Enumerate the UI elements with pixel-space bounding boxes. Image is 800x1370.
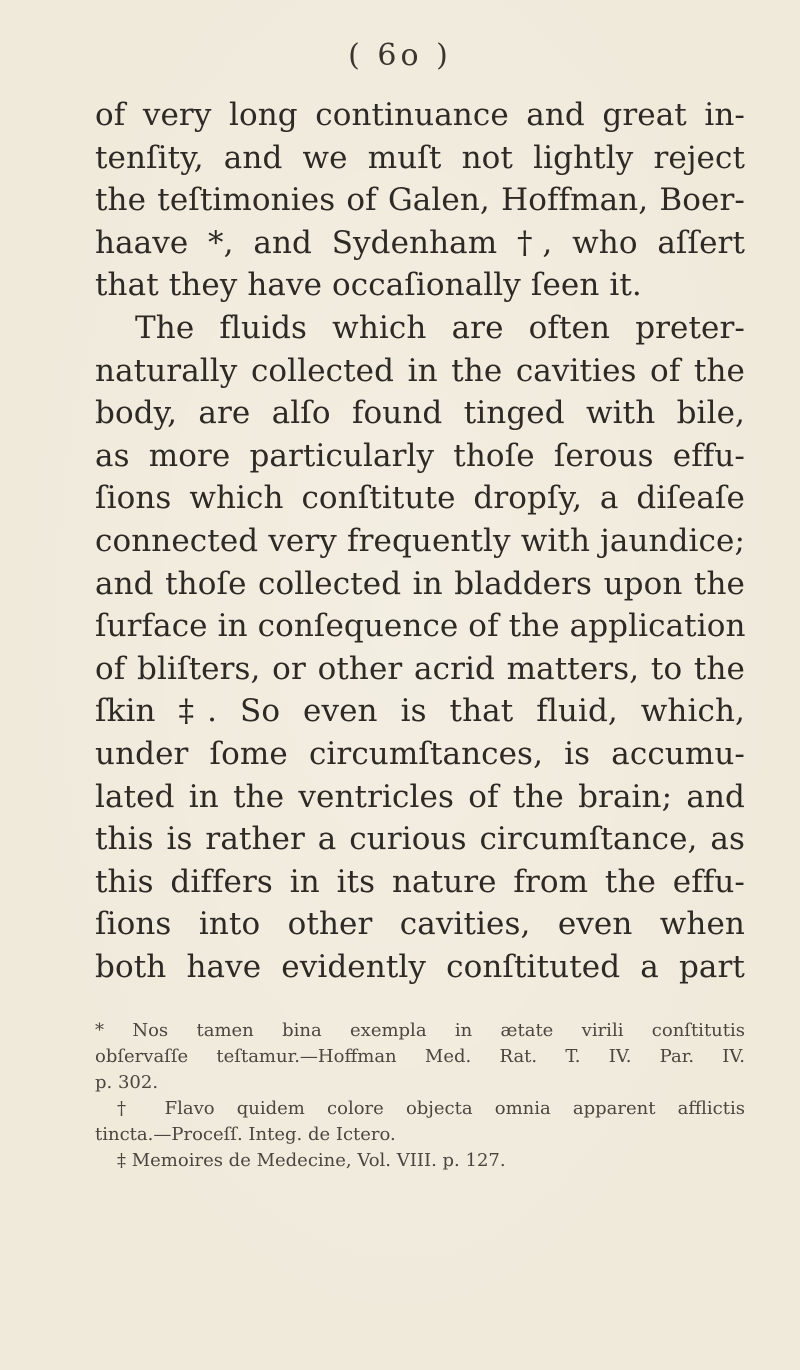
text-line: this differs in its nature from the effu- (95, 863, 745, 900)
text-line: tenſity, and we muſt not lightly reject (95, 139, 745, 176)
text-line: both have evidently conſtituted a part (95, 948, 745, 985)
text-line: under ſome circumſtances, is accumu- (95, 735, 745, 772)
footnote-line: p. 302. (95, 1072, 159, 1093)
text-line: as more particularly thoſe ſerous effu- (95, 437, 745, 474)
text-line: this is rather a curious circumſtance, as (95, 821, 745, 858)
text-line: lated in the ventricles of the brain; and (95, 778, 745, 815)
text-line: ſurface in conſequence of the application (95, 608, 746, 645)
text-line: ſions into other cavities, even when (95, 906, 745, 943)
text-line: The fluids which are often preter- (135, 309, 745, 346)
text-line: connected very frequently with jaundice; (95, 522, 745, 559)
footnote-line: ‡ Memoires de Medecine, Vol. VIII. p. 127. (117, 1150, 506, 1171)
footnotes (95, 1018, 745, 1174)
footnote-line: obſervaſſe teſtamur.—Hoffman Med. Rat. T. IV. Par. IV. (95, 1046, 745, 1067)
text-line: body, are alſo found tinged with bile, (95, 395, 745, 432)
footnote-line: † Flavo quidem colore objecta omnia apparent afflictis (117, 1098, 745, 1119)
footnote-line: tincta.—Proceſſ. Integ. de Ictero. (95, 1124, 396, 1145)
text-line: ſions which conſtitute dropſy, a diſeaſe (95, 480, 745, 517)
text-line: naturally collected in the cavities of the (95, 352, 745, 389)
text-line: that they have occaſionally ſeen it. (95, 267, 642, 304)
text-line: ſkin ‡. So even is that fluid, which, (95, 693, 745, 730)
body-text (95, 94, 745, 988)
text-line: haave *, and Sydenham †, who aſſert (95, 224, 745, 261)
text-line: of very long continuance and great in- (95, 97, 745, 133)
footnote-line: * Nos tamen bina exempla in ætate virili conſtitutis (95, 1020, 745, 1041)
text-line: the teſtimonies of Galen, Hoffman, Boer- (95, 182, 745, 219)
text-line: of bliſters, or other acrid matters, to the (95, 650, 745, 687)
page-number: ( 6o ) (348, 38, 452, 73)
text-line: and thoſe collected in bladders upon the (95, 565, 745, 602)
